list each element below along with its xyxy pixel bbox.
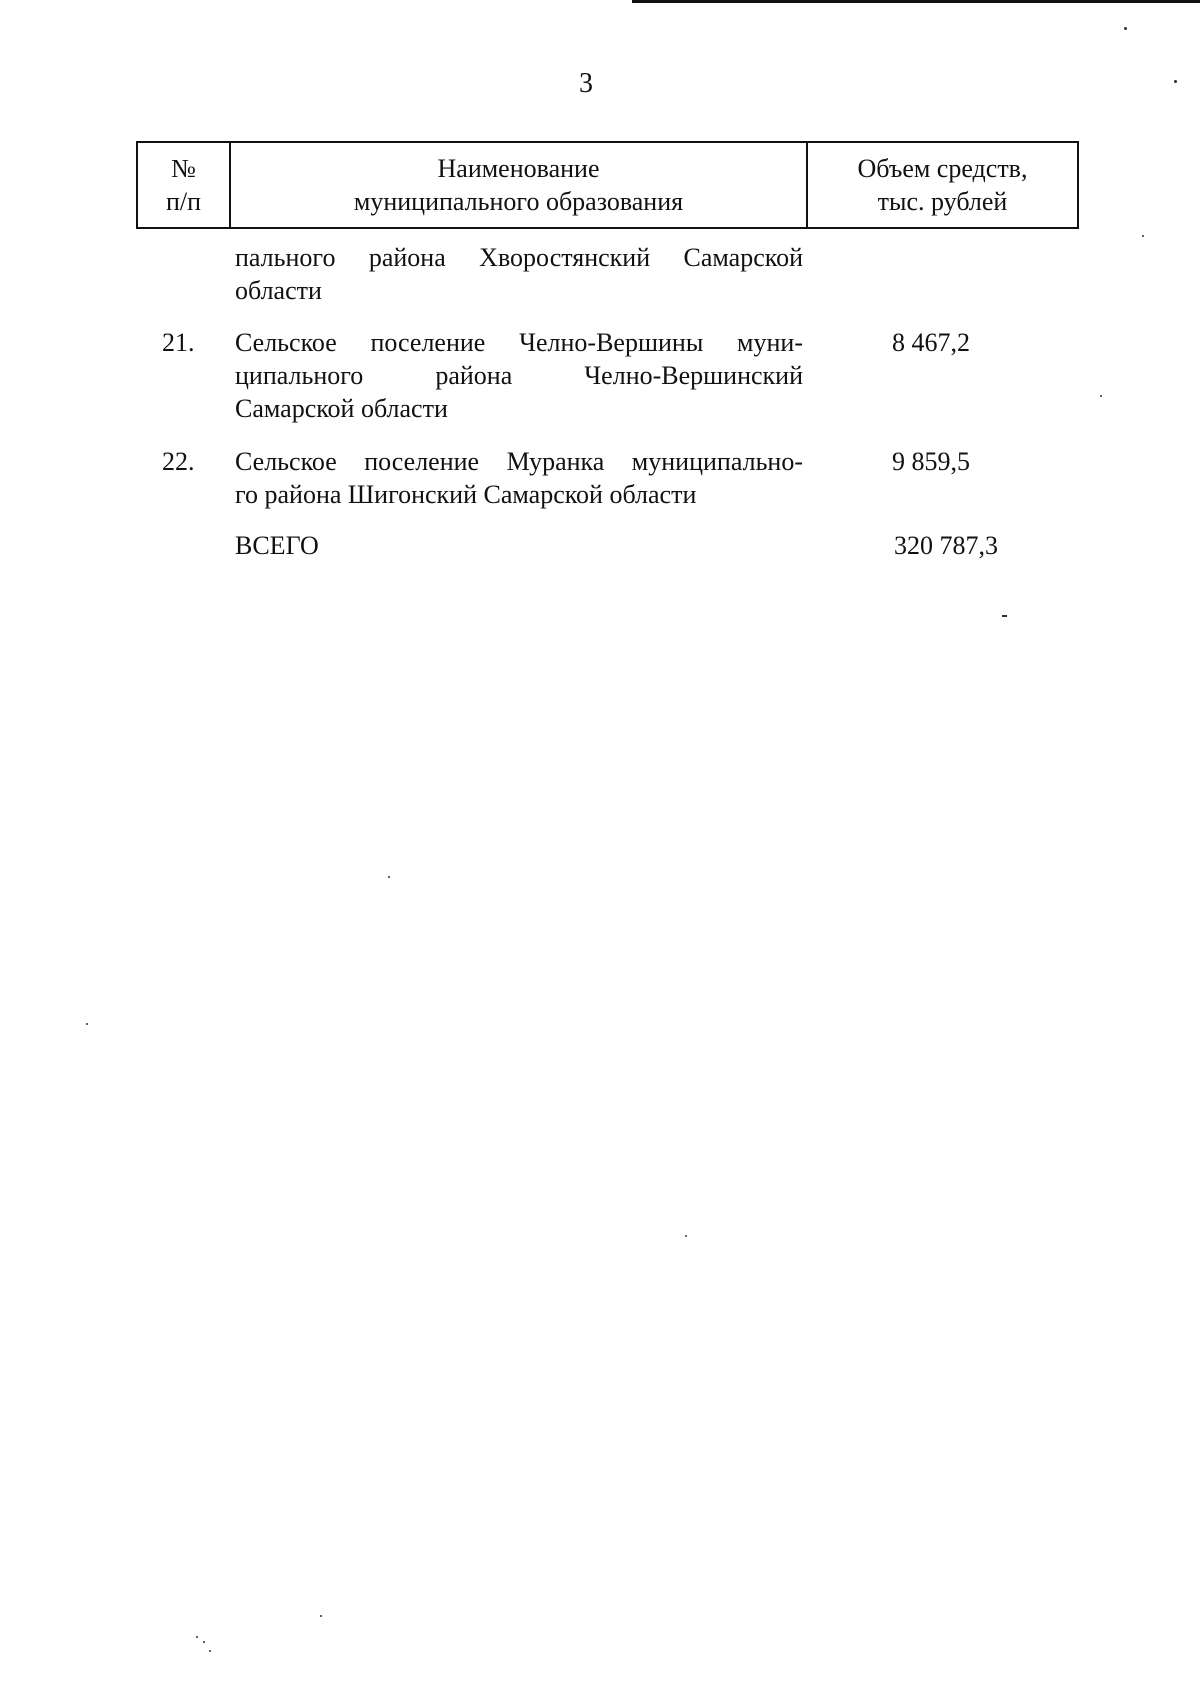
row-name-line: го района Шигонский Самарской области: [235, 480, 697, 509]
table-header: [136, 141, 1079, 229]
total-amount: 320 787,3: [894, 531, 998, 560]
total-label: ВСЕГО: [235, 531, 319, 560]
header-num-cell: [138, 143, 231, 227]
scan-speck: [203, 1641, 205, 1643]
continuation-text: [235, 241, 803, 307]
scan-speck: [1142, 235, 1144, 237]
scan-speck: [196, 1636, 198, 1638]
page-number: 3: [579, 68, 593, 99]
scan-speck: [1100, 395, 1102, 397]
top-rule: [632, 0, 1200, 3]
row-name-line: Сельское поселение Челно-Вершины муни-: [235, 328, 803, 357]
scan-speck: [1174, 80, 1177, 83]
row-name: [235, 326, 803, 425]
row-amount: 9 859,5: [892, 447, 970, 476]
header-name-line1: Наименование: [437, 154, 600, 183]
row-number: 22.: [162, 447, 195, 476]
scan-speck: [209, 1650, 211, 1652]
scan-speck: [388, 876, 390, 878]
row-name: [235, 445, 803, 511]
continuation-line: области: [235, 276, 322, 305]
header-num-line2: п/п: [165, 187, 202, 216]
header-name-line2: муниципального образования: [353, 187, 684, 216]
scan-speck: [86, 1023, 88, 1025]
row-name-line: Самарской области: [235, 394, 448, 423]
row-number: 21.: [162, 328, 195, 357]
scan-speck: [1124, 27, 1127, 30]
continuation-line: пального района Хворостянский Самарской: [235, 243, 803, 272]
row-amount: 8 467,2: [892, 328, 970, 357]
row-name-line: ципального района Челно-Вершинский: [235, 361, 803, 390]
header-amount-line1: Объем средств,: [857, 154, 1028, 183]
scan-speck: [685, 1235, 687, 1237]
header-amount-cell: [808, 143, 1077, 227]
header-name-cell: [231, 143, 808, 227]
header-num-line1: №: [171, 154, 196, 183]
header-amount-line2: тыс. рублей: [877, 187, 1008, 216]
scan-speck: [1002, 615, 1007, 617]
row-name-line: Сельское поселение Муранка муниципально-: [235, 447, 803, 476]
scan-speck: [320, 1615, 322, 1617]
